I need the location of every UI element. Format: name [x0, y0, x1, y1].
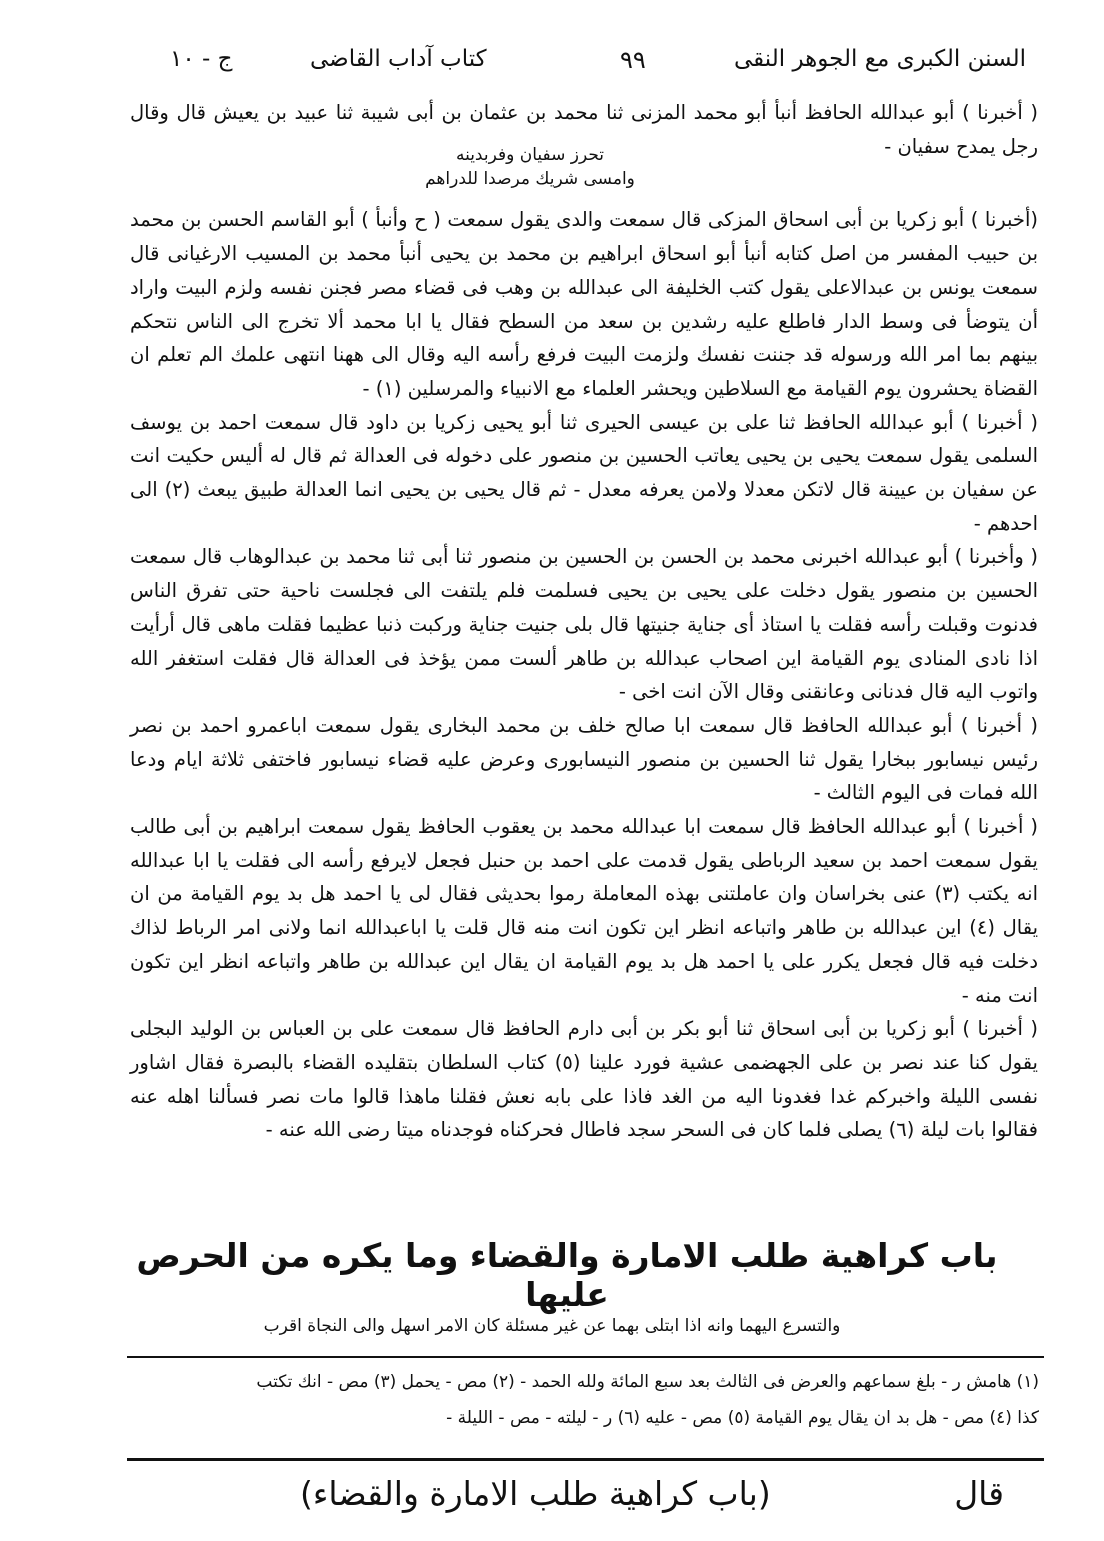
page-header [150, 40, 1026, 90]
paragraph: ( أخبرنا ) أبو عبدالله الحافظ قال سمعت ابا صالح خلف بن محمد البخارى يقول سمعت اباعمرو احمد بن نصر رئيس نيسابور ببخارا يقول ثنا الحسين بن منصور النيسابورى وعرض عليه قضاء نيسابور فاختفى ثلاثة ايام ودعا الله فمات فى اليوم الثالث - [130, 713, 1038, 805]
footer-word: قال [954, 1474, 1004, 1513]
chapter-heading: باب كراهية طلب الامارة والقضاء وما يكره من الحرص عليها [136, 1236, 998, 1314]
verse-hemistich: تحرز سفيان وفربدينه [455, 145, 605, 165]
chapter-subtitle: والتسرع اليهما وانه اذا ابتلى بهما عن غير مسئلة كان الامر اسهل والى النجاة اقرب [263, 1316, 841, 1336]
footnote-line: كذا (٤) مص - هل بد ان يقال يوم القيامة (٥) مص - عليه (٦) ر - ليلته - مص - الليلة - [446, 1408, 1039, 1428]
poetry-verse [250, 143, 810, 191]
main-text [130, 96, 1038, 1147]
paragraph: ( أخبرنا ) أبو عبدالله الحافظ ثنا على بن عيسى الحيرى ثنا أبو يحيى زكريا بن داود قال سمعت احمد بن يوسف السلمى يقول سمعت يحيى بن يحيى يعاتب الحسين بن منصور على دخوله فى العدالة ثم قال له أليس حكيت انت عن سفيان بن عيينة قال لاتكن معدلا ولامن يعرفه معدل - ثم قال يحيى بن يحيى انما العدالة طبيق يبعث (٢) الى احدهم - [130, 410, 1038, 535]
paragraph: ( أخبرنا ) أبو عبدالله الحافظ قال سمعت ابا عبدالله محمد بن يعقوب الحافظ يقول سمعت ابراهيم بن أبى طالب يقول سمعت احمد بن سعيد الرباطى يقول قدمت على احمد بن حنبل فجعل لايرفع رأسه الى فقلت يا ابا عبدالله انه يكتب (٣) عنى بخراسان وان عاملتنى بهذه المعاملة رموا بحديثى فقال لى يا احمد هل بد يوم القيامة من ان يقال (٤) اين عبدالله بن طاهر واتباعه انظر اين تكون انت منه قال قلت يا اباعبدالله انما ولانى امر الرباط لذاك دخلت فيه قال فجعل يكرر على يا احمد هل بد يوم القيامة ان يقال اين عبدالله بن طاهر واتباعه انظر اين تكون انت منه - [130, 815, 1038, 1007]
footnote-line: (١) هامش ر - بلغ سماعهم والعرض فى الثالث بعد سبع المائة ولله الحمد - (٢) مص - يحمل (٣) مص - انك تكتب [256, 1372, 1039, 1392]
footnote-divider [127, 1356, 1044, 1358]
footnotes [127, 1364, 1039, 1436]
paragraph: ( أخبرنا ) أبو زكريا بن أبى اسحاق ثنا أبو بكر بن أبى دارم الحافظ قال سمعت على بن العباس بن الوليد البجلى يقول كنا عند نصر بن على الجهضمى عشية فورد علينا (٥) كتاب السلطان بتقليده القضاء بالبصرة فقال اشاور نفسى الليلة واخبركم غدا فغدونا اليه من الغد فاذا على بابه نعش فقلنا ماهذا قالوا مات نصر فسألنا اهله عنه فقالوا بات ليلة (٦) يصلى فلما كان فى السحر سجد فاطال فحركناه فوجدناه ميتا رضى الله عنه - [130, 1017, 1038, 1142]
paragraph: ( وأخبرنا ) أبو عبدالله اخبرنى محمد بن الحسن بن الحسين بن منصور ثنا أبى ثنا محمد بن عبدالوهاب قال سمعت الحسين بن منصور يقول دخلت على يحيى بن يحيى فسلمت فلم يلتفت الى فجلست ناحية حتى تفرق الناس فدنوت وقبلت رأسه فقلت يا استاذ أى جناية جنيتها قال بلى جنيت جناية وركبت ذنبا عظيما فقلت ماهى قال أرأيت اذا نادى المنادى يوم القيامة اين اصحاب عبدالله بن طاهر ألست ممن يؤخذ فى العدالة قال فقلت استغفر الله واتوب اليه قال فدنانى وعانقنى وقال الآن انت اخى - [130, 545, 1038, 704]
book-title: السنن الكبرى مع الجوهر النقى [734, 46, 1026, 72]
bottom-divider [127, 1458, 1044, 1461]
volume-number: ج - ١٠ [170, 46, 233, 72]
page-number: ٩٩ [620, 46, 646, 74]
footer-title: (باب كراهية طلب الامارة والقضاء) [300, 1474, 771, 1513]
verse-hemistich: وامسى شريك مرصدا للدراهم [425, 169, 635, 189]
running-footer [150, 1466, 1004, 1526]
paragraph: (أخبرنا ) أبو زكريا بن أبى اسحاق المزكى قال سمعت والدى يقول سمعت ( ح وأنبأ ) أبو القاسم الحسن بن محمد بن حبيب المفسر من اصل كتابه أنبأ أبو اسحاق ابراهيم بن محمد بن يحيى أنبأ محمد بن المسيب الارغيانى قال سمعت يونس بن عبدالاعلى يقول كتب الخليفة الى عبدالله بن وهب فى قضاء مصر فجنن نفسه ولزم البيت واراد أن يتوضأ فى وسط الدار فاطلع عليه رشدين بن سعد من السطح فقال يا ابا محمد ألا تخرج الى الناس نتحكم بينهم بما امر الله ورسوله قد جننت نفسك ولزمت البيت فرفع رأسه اليه وقال الى ههنا انتهى علمك الم تعلم ان القضاة يحشرون يوم القيامة مع السلاطين ويحشر العلماء مع الانبياء والمرسلين (١) - [130, 208, 1038, 400]
chapter-name: كتاب آداب القاضى [310, 46, 487, 72]
paragraph: ( أخبرنا ) أبو عبدالله الحافظ أنبأ أبو محمد المزنى ثنا محمد بن عثمان بن أبى شيبة ثنا عبيد بن يعيش قال وقال رجل يمدح سفيان - [130, 101, 1038, 158]
